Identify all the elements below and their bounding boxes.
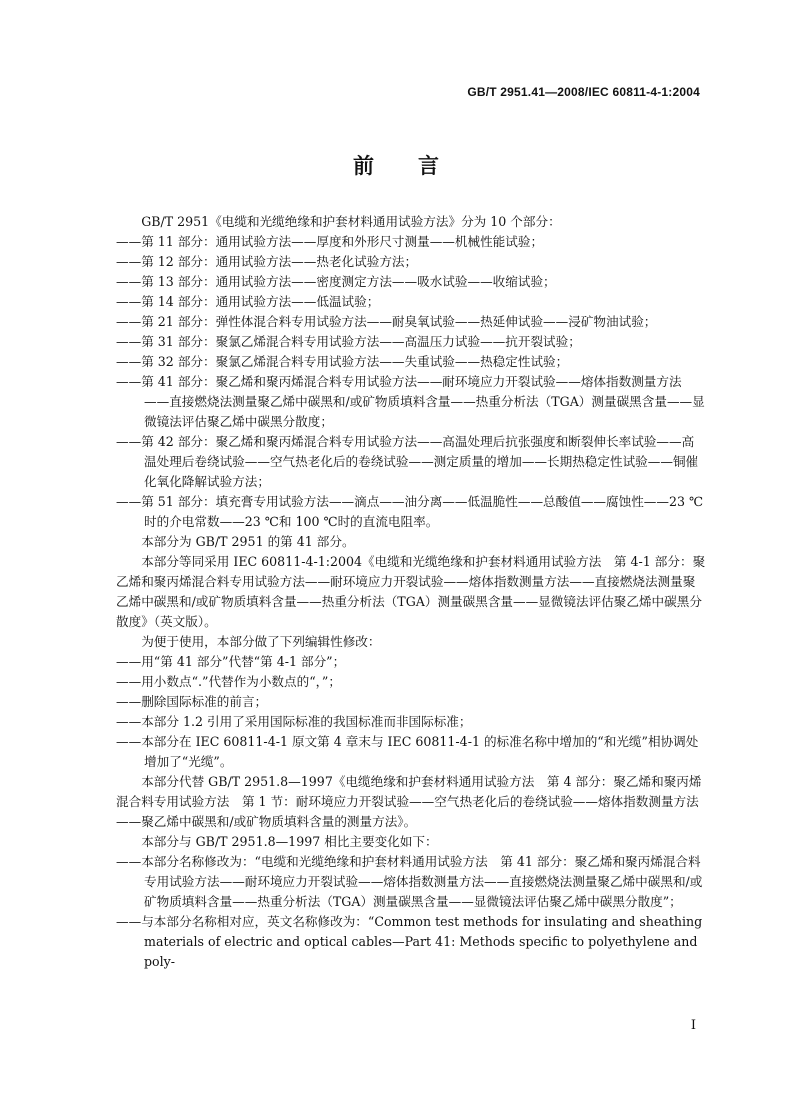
list-item: ——第 13 部分：通用试验方法——密度测定方法——吸水试验——收缩试验；: [116, 274, 556, 289]
changes-intro: 本部分与 GB/T 2951.8—1997 相比主要变化如下：: [141, 834, 438, 849]
list-item: ——第 32 部分：聚氯乙烯混合料专用试验方法——失重试验——热稳定性试验；: [116, 354, 569, 369]
list-item: ——第 12 部分：通用试验方法——热老化试验方法；: [116, 254, 418, 269]
intro-paragraph: GB/T 2951《电缆和光缆绝缘和护套材料通用试验方法》分为 10 个部分：: [141, 214, 561, 229]
page-number: I: [690, 1018, 696, 1033]
list-item: ——第 11 部分：通用试验方法——厚度和外形尺寸测量——机械性能试验；: [116, 234, 544, 249]
parts-list: [116, 232, 706, 532]
list-item: ——删除国际标准的前言；: [116, 694, 268, 709]
foreword-body: [116, 212, 706, 972]
list-item: ——第 14 部分：通用试验方法——低温试验；: [116, 294, 380, 309]
list-item: ——第 41 部分：聚乙烯和聚丙烯混合料专用试验方法——耐环境应力开裂试验——熔体指数测量方法——直接燃烧法测量聚乙烯中碳黑和/或矿物质填料含量——热重分析法（TGA）测量碳黑含量——显微镜法评估聚乙烯中碳黑分散度；: [116, 374, 705, 429]
edits-list: [116, 652, 706, 772]
list-item: ——本部分名称修改为：“电缆和光缆绝缘和护套材料通用试验方法 第 41 部分：聚乙烯和聚丙烯混合料专用试验方法——耐环境应力开裂试验——熔体指数测量方法——直接燃烧法测量聚乙烯中碳黑和/或矿物质填料含量——热重分析法（TGA）测量碳黑含量——显微镜法评估聚乙烯中碳黑分散度”；: [116, 854, 703, 909]
standard-number: GB/T 2951.41—2008/IEC 60811-4-1:2004: [467, 85, 700, 99]
page-title: 前言: [353, 153, 483, 178]
list-item: ——第 51 部分：填充膏专用试验方法——滴点——油分离——低温脆性——总酸值——腐蚀性——23 ℃时的介电常数——23 ℃和 100 ℃时的直流电阻率。: [116, 494, 704, 529]
changes-list: [116, 852, 706, 972]
adoption-paragraph: 本部分等同采用 IEC 60811-4-1:2004《电缆和光缆绝缘和护套材料通用试验方法 第 4-1 部分：聚乙烯和聚丙烯混合料专用试验方法——耐环境应力开裂试验——熔体指数测量方法——直接燃烧法测量聚乙烯中碳黑和/或矿物质填料含量——热重分析法（TGA）测量碳黑含量——显微镜法评估聚乙烯中碳黑分散度》（英文版）。: [116, 554, 706, 629]
list-item: ——第 31 部分：聚氯乙烯混合料专用试验方法——高温压力试验——抗开裂试验；: [116, 334, 581, 349]
list-item: ——本部分在 IEC 60811-4-1 原文第 4 章末与 IEC 60811-4-1 的标准名称中增加的“和光缆”相协调处增加了“光缆”。: [116, 734, 699, 769]
list-item: ——用小数点“.”代替作为小数点的“，”；: [116, 674, 341, 689]
list-item: ——用“第 41 部分”代替“第 4-1 部分”；: [116, 654, 346, 669]
edits-intro: 为便于使用，本部分做了下列编辑性修改：: [141, 634, 381, 649]
list-item: ——与本部分名称相对应，英文名称修改为：“Common test methods for insulating and sheathing materials of electric and optical cables—Part 41: Methods specific to polyethylene and poly-: [116, 914, 703, 969]
list-item: ——第 21 部分：弹性体混合料专用试验方法——耐臭氧试验——热延伸试验——浸矿物油试验；: [116, 314, 657, 329]
list-item: ——本部分 1.2 引用了采用国际标准的我国标准而非国际标准；: [116, 714, 472, 729]
replaces-paragraph: 本部分代替 GB/T 2951.8—1997《电缆绝缘和护套材料通用试验方法 第 4 部分：聚乙烯和聚丙烯混合料专用试验方法 第 1 节：耐环境应力开裂试验——空气热老化后的卷绕试验——熔体指数测量方法——聚乙烯中碳黑和/或矿物质填料含量的测量方法》。: [116, 774, 702, 829]
this-part-paragraph: 本部分为 GB/T 2951 的第 41 部分。: [141, 534, 355, 549]
list-item: ——第 42 部分：聚乙烯和聚丙烯混合料专用试验方法——高温处理后抗张强度和断裂伸长率试验——高温处理后卷绕试验——空气热老化后的卷绕试验——测定质量的增加——长期热稳定性试验——铜催化氧化降解试验方法；: [116, 434, 699, 489]
